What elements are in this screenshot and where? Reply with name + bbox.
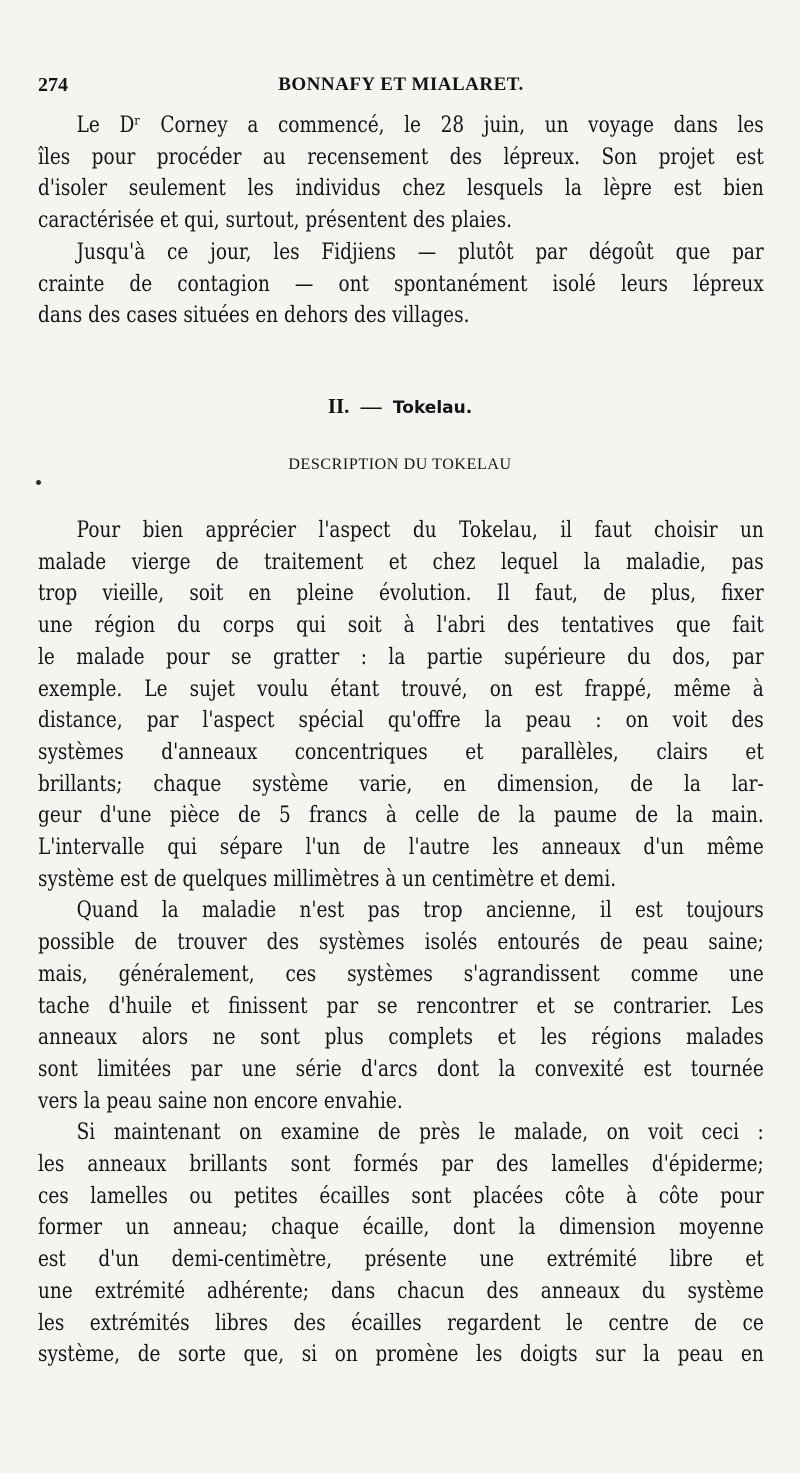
text-line: le malade pour se gratter : la partie supérieure du dos, par	[38, 644, 764, 670]
text-line: Si maintenant on examine de près le malade, on voit ceci :	[76, 1120, 764, 1146]
text-line: sont limitées par une série d'arcs dont la convexité est tournée	[38, 1056, 764, 1082]
text-line: dans des cases situées en dehors des villages.	[38, 303, 470, 329]
section-heading	[0, 394, 800, 419]
text-line: brillants; chaque système varie, en dimension, de la lar-	[38, 771, 764, 797]
text-line: ces lamelles ou petites écailles sont placées côte à côte pour	[38, 1183, 764, 1209]
text-line: les extrémités libres des écailles regardent le centre de ce	[38, 1310, 764, 1336]
text-line: les anneaux brillants sont formés par des lamelles d'épiderme;	[38, 1152, 764, 1178]
text-line: Le Dʳ Corney a commencé, le 28 juin, un voyage dans les	[76, 113, 764, 138]
text-line: exemple. Le sujet voulu étant trouvé, on est frappé, même à	[38, 676, 764, 702]
text-line: malade vierge de traitement et chez lequel la maladie, pas	[38, 549, 764, 575]
intro-text	[38, 110, 764, 332]
margin-mark	[36, 480, 41, 485]
text-line: d'isoler seulement les individus chez lesquels la lèpre est bien	[38, 176, 764, 202]
text-line: L'intervalle qui sépare l'un de l'autre les anneaux d'un même	[38, 835, 764, 861]
page-number: 274	[38, 74, 68, 96]
section-title: Tokelau.	[392, 398, 473, 418]
text-line: Quand la maladie n'est pas trop ancienne, il est toujours	[76, 898, 764, 924]
page-header	[38, 74, 764, 102]
text-line: Pour bien apprécier l'aspect du Tokelau, il faut choisir un	[76, 518, 764, 543]
text-line: crainte de contagion — ont spontanément isolé leurs lépreux	[38, 271, 764, 297]
text-line: anneaux alors ne sont plus complets et les régions malades	[38, 1025, 764, 1051]
text-line: possible de trouver des systèmes isolés entourés de peau saine;	[38, 930, 764, 956]
text-line: îles pour procéder au recensement des lépreux. Son projet est	[38, 144, 764, 170]
text-line: est d'un demi-centimètre, présente une extrémité libre et	[38, 1247, 764, 1273]
text-line: vers la peau saine non encore envahie.	[38, 1088, 403, 1114]
running-head: BONNAFY ET MIALARET.	[278, 74, 524, 95]
text-line: tache d'huile et finissent par se rencontrer et se contrarier. Les	[38, 993, 764, 1019]
text-line: une extrémité adhérente; dans chacun des anneaux du système	[38, 1278, 764, 1304]
text-line: Jusqu'à ce jour, les Fidjiens — plutôt par dégoût que par	[76, 239, 764, 265]
text-line: caractérisée et qui, surtout, présentent des plaies.	[38, 208, 512, 234]
subheading: DESCRIPTION DU TOKELAU	[288, 456, 512, 473]
text-line: geur d'une pièce de 5 francs à celle de la paume de la main.	[38, 803, 764, 829]
text-line: distance, par l'aspect spécial qu'offre la peau : on voit des	[38, 708, 764, 734]
text-line: former un anneau; chaque écaille, dont la dimension moyenne	[38, 1215, 764, 1241]
description-text	[38, 515, 764, 1371]
text-line: système est de quelques millimètres à un centimètre et demi.	[38, 866, 617, 892]
section-number: II.	[327, 394, 350, 418]
text-line: systèmes d'anneaux concentriques et parallèles, clairs et	[38, 739, 764, 765]
text-line: mais, généralement, ces systèmes s'agrandissent comme une	[38, 961, 764, 987]
text-line: une région du corps qui soit à l'abri des tentatives que fait	[38, 613, 764, 639]
text-line: système, de sorte que, si on promène les doigts sur la peau en	[38, 1342, 764, 1368]
section-dash: —	[360, 394, 382, 418]
text-line: trop vieille, soit en pleine évolution. Il faut, de plus, fixer	[38, 581, 764, 607]
